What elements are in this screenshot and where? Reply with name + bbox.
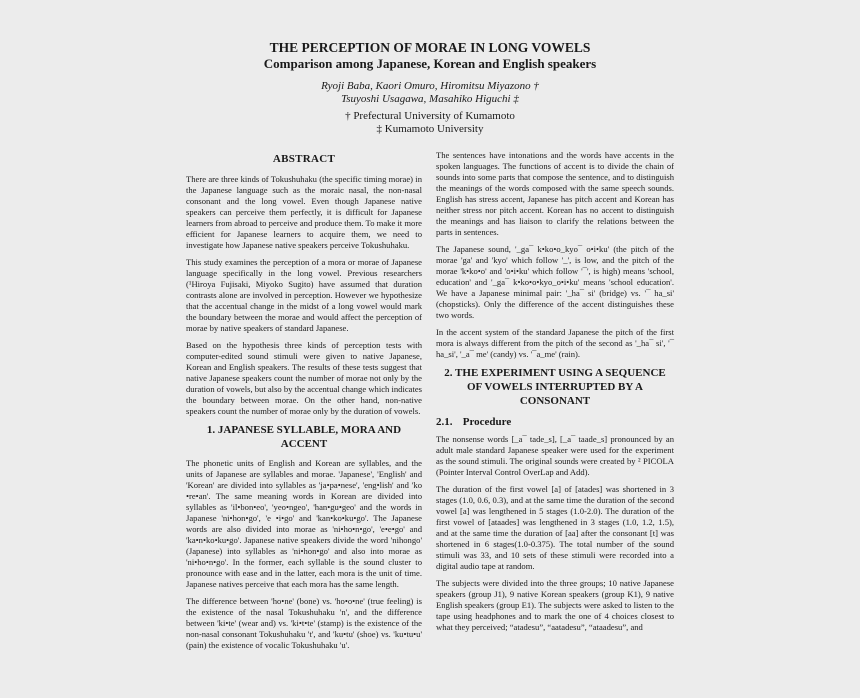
authors-line-1: Ryoji Baba, Kaori Omuro, Hiromitsu Miyazono † bbox=[321, 80, 539, 92]
left-column bbox=[186, 150, 422, 657]
section-1-heading: 1. JAPANESE SYLLABLE, MORA AND ACCENT bbox=[206, 424, 402, 450]
right-column bbox=[436, 150, 674, 639]
right-paragraph-1: The sentences have intonations and the words have accents in the spoken languages. The functions of accent is to divide the chain of sounds into some parts that compose the sentence, and to distinguish the meanings of the words composed with the same speech sounds. English has stress accent, Japanese has pitch accent and Korean has neither stress nor pitch accent. Korean has no accent to distinguish the meanings and has liaison to clarify the relations between the parts in sentences. bbox=[436, 150, 674, 237]
section-1-paragraph-1: The phonetic units of English and Korean are syllables, and the units of Japanese are syllables and morae. 'Japanese', 'English' and 'Korean' are divided into syllables as 'ja•pa•nese', 'eng•lish' and 'ko •re•an'. The same meaning words in Korean are divided into syllables as 'il•bon•eo', 'yeo•ngeo', 'han•gu•geo' and the words in Japanese 'ni•hon•go', 'e •i•go' and 'kan•ko•ku•go'. The Japanese words are also divided into morae as 'ni•ho•n•go', 'e•e•go' and 'ka•n•ko•ku•go'. Japanese native speakers divide the word 'nihongo' (Japanese) into syllables as 'ni•hon•go' and also into morae as 'ni•ho•n•go'. In the former, each syllable is the sound cluster to pronounce with ease and in the latter, each mora is the unit of time. Japanese natives perceive that each mora has the same length. bbox=[186, 458, 422, 589]
affiliation-1: † Prefectural University of Kumamoto bbox=[345, 110, 515, 122]
section-2-heading: 2. THE EXPERIMENT USING A SEQUENCE OF VOWELS INTERRUPTED BY A CONSONANT bbox=[444, 367, 666, 407]
paper-title: THE PERCEPTION OF MORAE IN LONG VOWELS bbox=[269, 40, 591, 55]
procedure-paragraph-2: The duration of the first vowel [a] of [atades] was shortened in 3 stages (1.0, 0.6, 0.3), and at the same time the duration of the second vowel [a] was lengthened in 5 stages (1.0-2.0). The duration of the first vowel of [ataades] was lengthened in 3 stages (1.0, 1.2, 1.5), and at the same time the duration of [aa] after the consonant [t] was shortened in 6 stages(1.0-0.375). The total number of the sound stimuli was 33, and 10 sets of these stimuli were recorded into a digital audio tape at random. bbox=[436, 484, 674, 571]
author-list bbox=[160, 80, 700, 106]
procedure-paragraph-3: The subjects were divided into the three groups; 10 native Japanese speakers (group J1), 9 native Korean speakers (group K1), 9 native English speakers (group E1). The subjects were asked to listen to the tape using headphones and to mark the one of 4 choices closest to what they perceived; “atadesu”, “aatadesu”, “ataadesu”, and bbox=[436, 578, 674, 632]
abstract-paragraph-3: Based on the hypothesis three kinds of perception tests with computer-edited sound stimuli were given to native Japanese, Korean and English speakers. The results of these tests suggest that native Japanese speakers count the number of morae not only by the duration of vowels, but also by the accentual change which indicates the boundary between morae. On the other hand, non-native speakers count the number of morae only by the duration of vowels. bbox=[186, 340, 423, 416]
subsection-2-1-heading bbox=[436, 415, 674, 429]
subsection-title: Procedure bbox=[462, 416, 512, 428]
right-paragraph-3: In the accent system of the standard Japanese the pitch of the first mora is always different from the pitch of the second as '_ha¯ si', '¯ ha_si', '_a¯ me' (candy) vs. '¯a_me' (rain). bbox=[436, 327, 674, 359]
affiliation-2: ‡ Kumamoto University bbox=[376, 123, 484, 135]
abstract-paragraph-2: This study examines the perception of a mora or morae of Japanese language specifically in the long vowel. Previous researchers (¹Hiroya Fujisaki, Miyoko Sugito) have assumed that duration contrasts alone are involved in perception. However we hypothesize that the accentual change in the midst of a long vowel would mark the boundary between the morae and would affect the perception of morae by native speakers of standard Japanese. bbox=[186, 257, 422, 333]
section-1-paragraph-2: The difference between 'ho•ne' (bone) vs. 'ho•o•ne' (true feeling) is the existence of the nasal Tokushuhaku 'n', and the difference between 'ki•te' (wear and) vs. 'ki•t•te' (stamp) is the existence of the non-nasal consonant Tokushuhaku 't', and 'ku•tu' (shoe) vs. 'ku•tu•u' (pain) the existence of vocalic Tokushuhaku 'u'. bbox=[186, 596, 422, 650]
right-paragraph-2: The Japanese sound, '_ga¯ k•ko•o_kyo¯ o•i•ku' (the pitch of the morae 'ga' and 'kyo' which follow '_', is low, and the pitch of the morae 'k•ko•o' and 'o•i•ku' which follow '¯', is high) means 'school, education' and '_ga¯ k•ko•o•kyo_o•i•ku' means 'school education'. We have a Japanese minimal pair: '_ha¯ si' (bridge) vs. '¯ ha_si' (chopsticks). Only the difference of the accent distinguishes these two words. bbox=[436, 244, 674, 320]
paper-subtitle: Comparison among Japanese, Korean and English speakers bbox=[263, 56, 597, 71]
subsection-number: 2.1. bbox=[436, 416, 453, 428]
abstract-paragraph-1: There are three kinds of Tokushuhaku (the specific timing morae) in the Japanese language such as the moraic nasal, the non-nasal consonant and the long vowel. Even though Japanese native speakers can perceive them perfectly, it is difficult for Japanese learners from abroad to perceive and produce them. To make it more efficient for Japanese learners to acquire them, we need to investigate how Japanese native speakers perceive Tokushuhaku. bbox=[186, 174, 422, 250]
authors-line-2: Tsuyoshi Usagawa, Masahiko Higuchi ‡ bbox=[341, 93, 519, 105]
affiliations bbox=[160, 110, 700, 136]
procedure-paragraph-1: The nonsense words [_a¯ tade_s], [_a¯ taade_s] pronounced by an adult male standard Japanese speaker were used for the experiment as the sound stimuli. The original sounds were created by ² PICOLA (Pointer Interval Control OverLap and Add). bbox=[436, 434, 674, 477]
abstract-heading: ABSTRACT bbox=[272, 153, 336, 165]
